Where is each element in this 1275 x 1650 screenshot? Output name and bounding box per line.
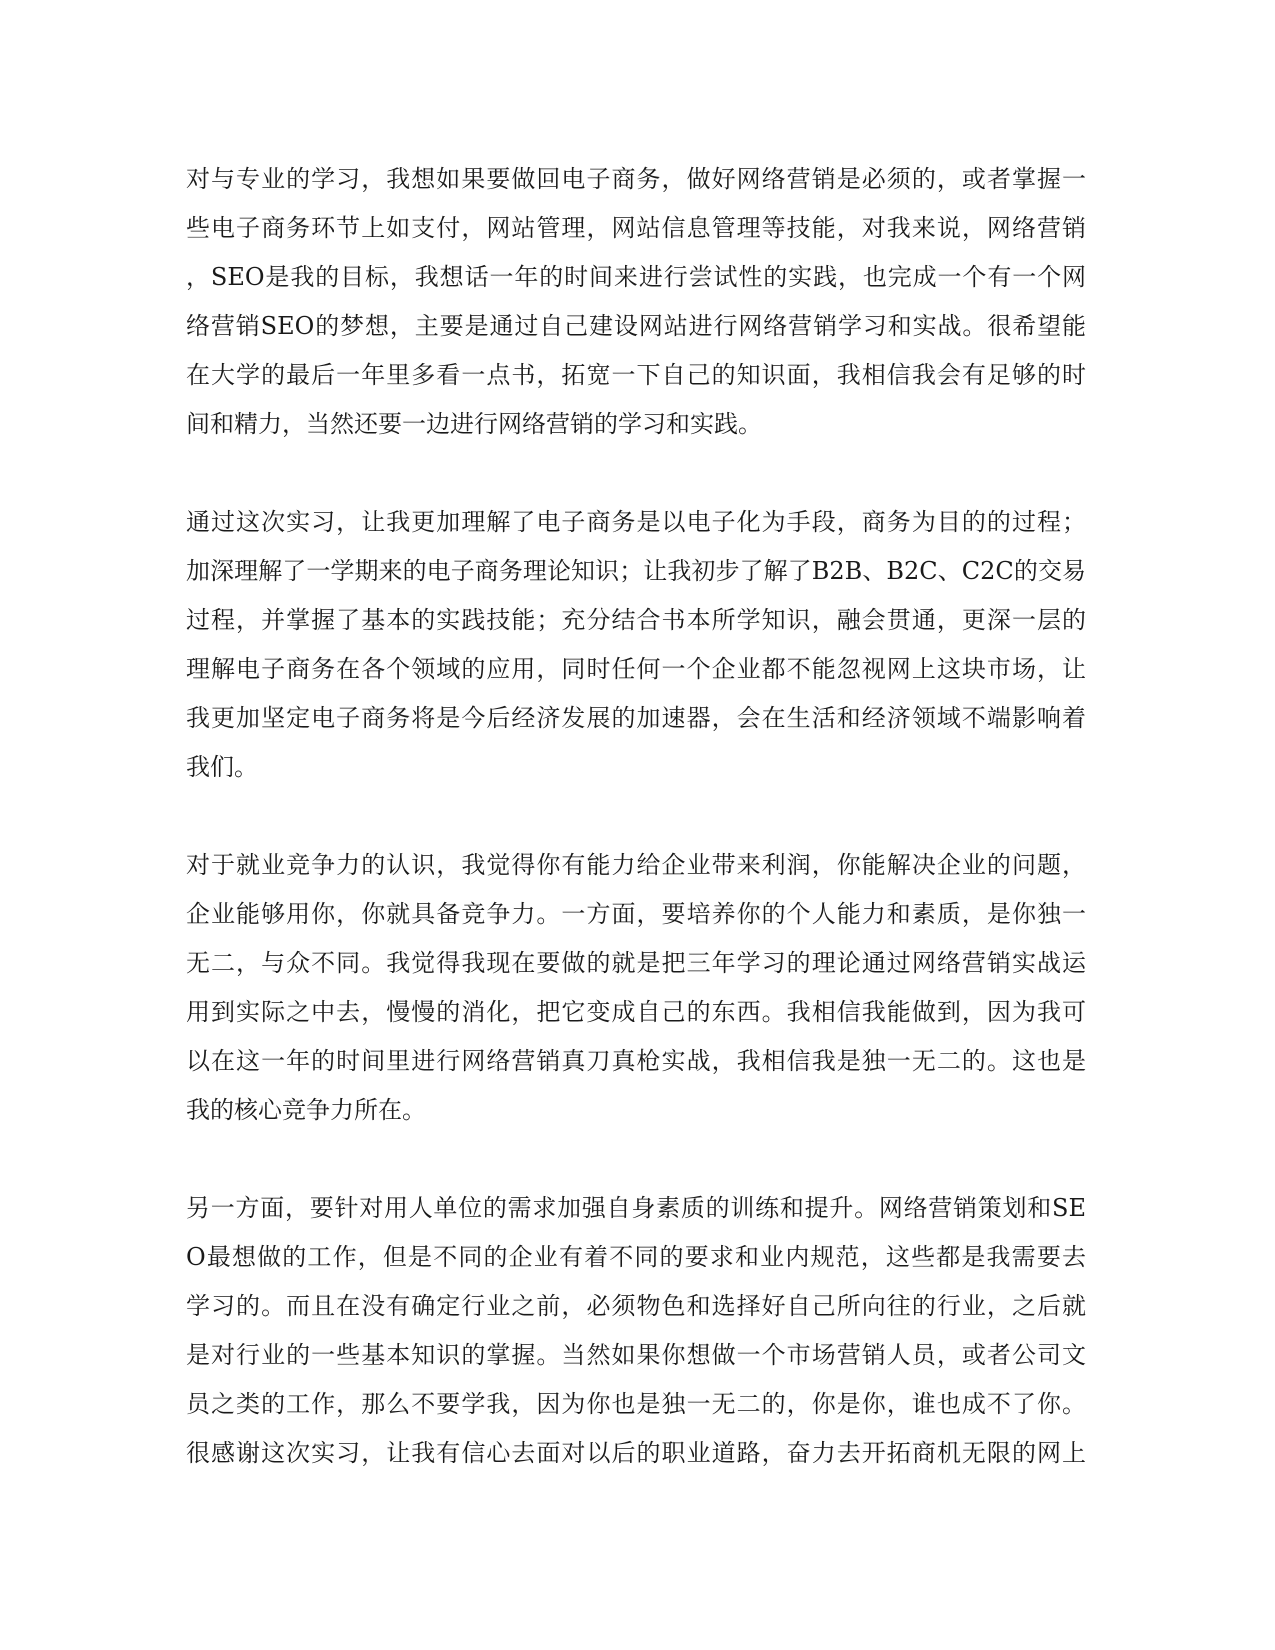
- text-line: 过程，并掌握了基本的实践技能；充分结合书本所学知识，融会贯通，更深一层的: [186, 606, 1086, 634]
- text-line: 理解电子商务在各个领域的应用，同时任何一个企业都不能忽视网上这块市场，让: [186, 655, 1086, 683]
- paragraph-1: [186, 155, 1086, 449]
- text-line: 员之类的工作，那么不要学我，因为你也是独一无二的，你是你，谁也成不了你。: [186, 1390, 1086, 1418]
- text-line: 用到实际之中去，慢慢的消化，把它变成自己的东西。我相信我能做到，因为我可: [186, 998, 1086, 1026]
- text-line: 我更加坚定电子商务将是今后经济发展的加速器，会在生活和经济领域不端影响着: [186, 704, 1086, 732]
- text-line: 通过这次实习，让我更加理解了电子商务是以电子化为手段，商务为目的的过程；: [186, 508, 1086, 536]
- text-line: 加深理解了一学期来的电子商务理论知识；让我初步了解了B2B、B2C、C2C的交易: [186, 557, 1086, 585]
- text-line: 络营销SEO的梦想，主要是通过自己建设网站进行网络营销学习和实战。很希望能: [186, 312, 1086, 340]
- text-line: 我的核心竞争力所在。: [186, 1096, 426, 1124]
- text-line: 在大学的最后一年里多看一点书，拓宽一下自己的知识面，我相信我会有足够的时: [186, 361, 1086, 389]
- text-line: 无二，与众不同。我觉得我现在要做的就是把三年学习的理论通过网络营销实战运: [186, 949, 1086, 977]
- text-line: 是对行业的一些基本知识的掌握。当然如果你想做一个市场营销人员，或者公司文: [186, 1341, 1086, 1369]
- text-line: 我们。: [186, 753, 258, 781]
- text-line: 间和精力，当然还要一边进行网络营销的学习和实践。: [186, 410, 762, 438]
- text-line: 以在这一年的时间里进行网络营销真刀真枪实战，我相信我是独一无二的。这也是: [186, 1047, 1086, 1075]
- text-line: ，SEO是我的目标，我想话一年的时间来进行尝试性的实践，也完成一个有一个网: [186, 263, 1086, 291]
- text-line: 学习的。而且在没有确定行业之前，必须物色和选择好自己所向往的行业，之后就: [186, 1292, 1086, 1320]
- text-line: O最想做的工作，但是不同的企业有着不同的要求和业内规范，这些都是我需要去: [186, 1243, 1086, 1271]
- paragraph-4: [186, 1184, 1086, 1478]
- text-line: 些电子商务环节上如支付，网站管理，网站信息管理等技能，对我来说，网络营销: [186, 214, 1086, 242]
- document-body: [186, 155, 1086, 1478]
- text-line: 对于就业竞争力的认识，我觉得你有能力给企业带来利润，你能解决企业的问题，: [186, 851, 1086, 879]
- paragraph-2: [186, 498, 1086, 792]
- paragraph-3: [186, 841, 1086, 1135]
- text-line: 对与专业的学习，我想如果要做回电子商务，做好网络营销是必须的，或者掌握一: [186, 165, 1086, 193]
- text-line: 另一方面，要针对用人单位的需求加强自身素质的训练和提升。网络营销策划和SE: [186, 1194, 1086, 1222]
- text-line: 很感谢这次实习，让我有信心去面对以后的职业道路，奋力去开拓商机无限的网上: [186, 1439, 1086, 1467]
- text-line: 企业能够用你，你就具备竞争力。一方面，要培养你的个人能力和素质，是你独一: [186, 900, 1086, 928]
